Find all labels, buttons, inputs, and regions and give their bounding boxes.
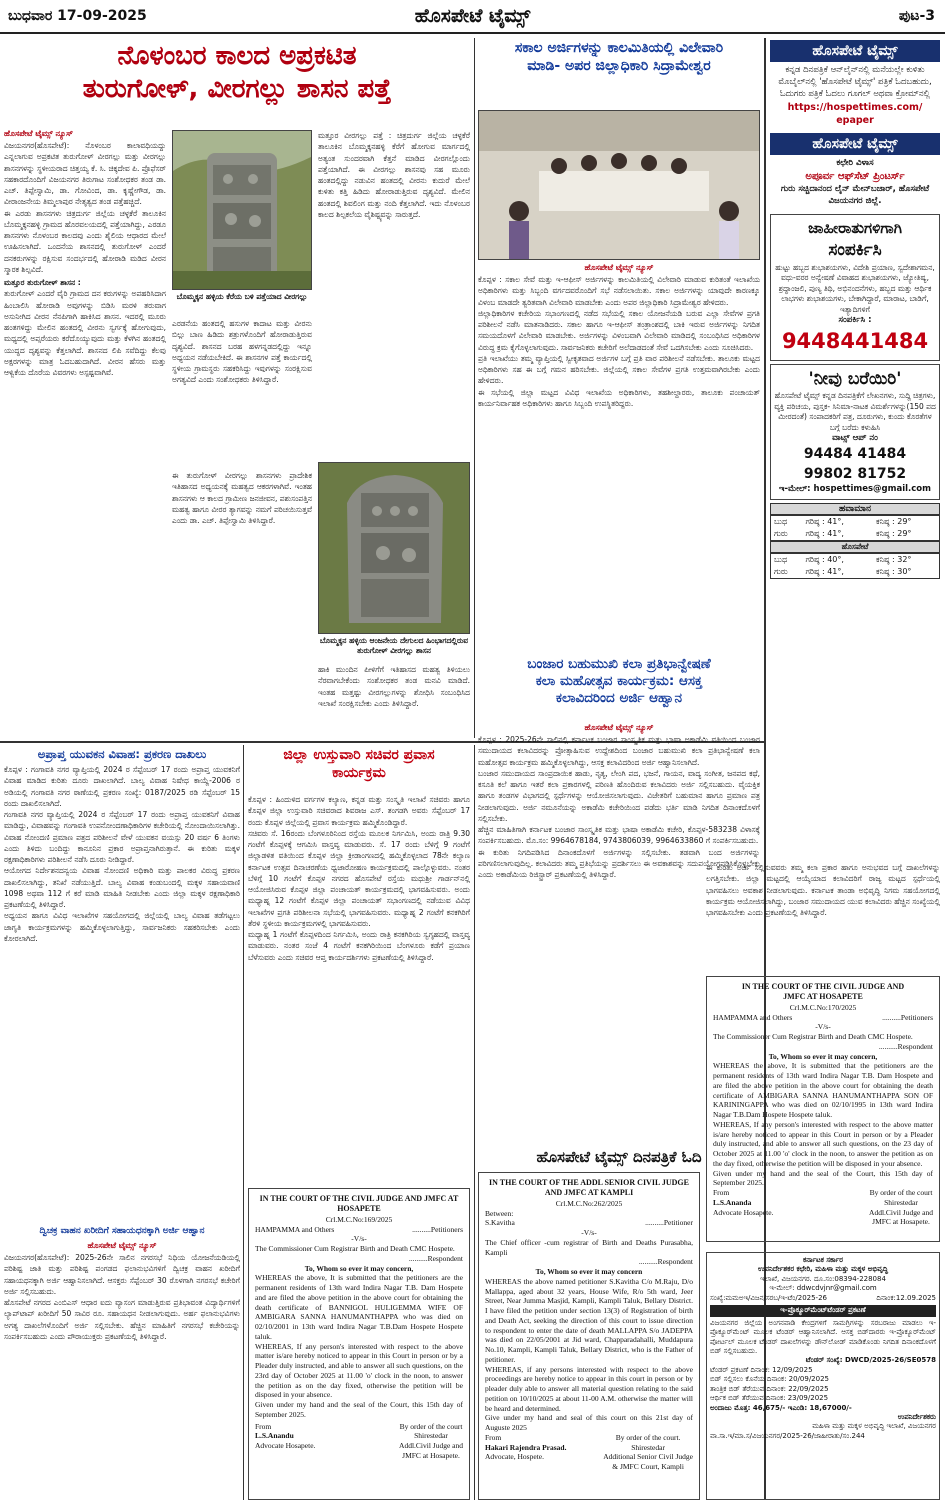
weather-box bbox=[770, 503, 940, 579]
tender-notice: ಕರ್ನಾಟಕ ಸರ್ಕಾರ ಉಪನಿರ್ದೇಶಕರ ಕಛೇರಿ, ಮಹಿಳಾ ಮತ್ತು ಮಕ್ಕಳ ಅಭಿವೃದ್ಧಿ ಇಲಾಖೆ, ವಿಜಯನಗರ. ದೂ.ಸಂ:08394-228084 ಇ-ಮೇಲ್: ddwcdvjnr@gmail.com ಸಂಖ್ಯೆ:ಮಮಅಇ/ವಿಜನ/ಸರಬ/ಇ-ಟೆಂ/2025-26 ದಿನಾಂಕ:12.09.2025 ಇ-ಪ್ರೊಕ್ಯೂರ್‌ಮೆಂಟ್‌ಟೆಂಡರ್ ಪ್ರಕಟಣೆ ವಿಜಯನಗರ ಜಿಲ್ಲೆಯ ಅಂಗನವಾಡಿ ಕೇಂದ್ರಗಳಿಗೆ ಸಾಮಗ್ರಿಗಳನ್ನು ಸರಬರಾಜು ಮಾಡಲು ಇ-ಪ್ರೊಕ್ಯೂರ್‌ಮೆಂಟ್ ಮೂಲಕ ಟೆಂಡರ್ ಆಹ್ವಾನಿಸಲಾಗಿದೆ. ಆಸಕ್ತ ಬಿಡ್‌ದಾರರು ಇ-ಪ್ರೊಕ್ಯೂರ್‌ಮೆಂಟ್ ಪೋರ್ಟಲ್ ಮೂಲಕ ಟೆಂಡರ್ ದಾಖಲೆಗಳನ್ನು ಡೌನ್‌ಲೋಡ್ ಮಾಡಿಕೊಂಡು ನಿಗದಿತ ದಿನಾಂಕದೊಳಗೆ ಬಿಡ್ ಸಲ್ಲಿಸಬಹುದು. ಟೆಂಡರ್ ಸಂಖ್ಯೆ: DWCD/2025-26/SE0578 ಟೆಂಡರ್ ಪ್ರಕಟಣೆ ದಿನಾಂಕ: 12/09/2025 ಬಿಡ್ ಸಲ್ಲಿಸಲು ಕೊನೆಯ ದಿನಾಂಕ: 20/09/2025 ತಾಂತ್ರಿಕ ಬಿಡ್ ತೆರೆಯುವ ದಿನಾಂಕ: 22/09/2025 ಆರ್ಥಿಕ ಬಿಡ್ ತೆರೆಯುವ ದಿನಾಂಕ: 23/09/2025 ಅಂದಾಜು ಮೊತ್ತ: 46,675/- ಇಎಂಡಿ: 18,67000/- ಉಪನಿರ್ದೇಶಕರು ಮಹಿಳಾ ಮತ್ತು ಮಕ್ಕಳ ಅಭಿವೃದ್ಧಿ ಇಲಾಖೆ, ವಿಜಯನಗರ ವಾ.ಸಾ.ಇ/ಮಾ.ಸ/ವಿಜಯನಗರ/2025-26/ಜಾಹೀರಾತು/ಸಂ.244 bbox=[706, 1252, 940, 1500]
weather-table-1: ಬುಧ ಗರಿಷ್ಠ : 41°, ಕನಿಷ್ಠ : 29° ಗುರು ಗರಿಷ್ಠ : 41°, ಕನಿಷ್ಠ : 29° bbox=[770, 515, 940, 541]
article-inscription-col2b: ಈ ತುರುಗೋಳ್ ವೀರಗಲ್ಲು ಶಾಸನಗಳು ಪ್ರಾದೇಶಿಕ ಇತಿಹಾಸದ ಅಧ್ಯಯನಕ್ಕೆ ಮಹತ್ವದ ಆಕರಗಳಾಗಿವೆ. ಇಂತಹ ಶಾಸನಗಳು ಆ ಕಾಲದ ಗ್ರಾಮೀಣ ಜನಜೀವನ, ಪಶುಸಂಪತ್ತಿನ ಮಹತ್ವ ಹಾಗೂ ವೀರರ ತ್ಯಾಗವನ್ನು ನಮಗೆ ಪರಿಚಯಿಸುತ್ತವೆ ಎಂದು ಡಾ. ಎಚ್. ತಿಪ್ಪೇಸ್ವಾಮಿ ತಿಳಿಸಿದ್ದಾರೆ. bbox=[172, 471, 312, 525]
article-headline: ನೊಳಂಬರ ಕಾಲದ ಅಪ್ರಕಟಿತ ತುರುಗೋಳ್, ವೀರಗಲ್ಲು ಶಾಸನ ಪತ್ತೆ bbox=[82, 41, 392, 104]
page-header bbox=[0, 0, 945, 34]
weather-city: ಹೊಸಪೇಟೆ bbox=[770, 541, 940, 553]
article-banjara-continued: ಈ ಕುರಿತು ಅರ್ಜಿ ಸಲ್ಲಿಸುವವರು ತಮ್ಮ ಕಲಾ ಪ್ರಕಾರ ಹಾಗೂ ಅನುಭವದ ಬಗ್ಗೆ ದಾಖಲೆಗಳನ್ನು ಲಗತ್ತಿಸಬೇಕು. ಜಿಲ್ಲಾ ಮಟ್ಟದಲ್ಲಿ ಆಯ್ಕೆಯಾದ ಕಲಾವಿದರಿಗೆ ರಾಜ್ಯ ಮಟ್ಟದ ಸ್ಪರ್ಧೆಯಲ್ಲಿ ಭಾಗವಹಿಸಲು ಅವಕಾಶ ನೀಡಲಾಗುವುದು. ಕರ್ನಾಟಕ ತಾಂಡಾ ಅಭಿವೃದ್ಧಿ ನಿಗಮ ಸಹಯೋಗದಲ್ಲಿ ಕಾರ್ಯಕ್ರಮ ಆಯೋಜಿಸಲಾಗಿದ್ದು, ಬಂಜಾರ ಸಮುದಾಯದ ಯುವ ಕಲಾವಿದರು ಹೆಚ್ಚಿನ ಸಂಖ್ಯೆಯಲ್ಲಿ ಭಾಗವಹಿಸಬೇಕು ಎಂದು ಪ್ರಕಟಣೆಯಲ್ಲಿ ತಿಳಿಸಿದ್ದಾರೆ. bbox=[706, 863, 940, 917]
article-lead: ವಿಜಯನಗರ(ಹೊಸಪೇಟೆ): ನೊಳಂಬರ ಕಾಲಾವಧಿಯದ್ದು ಎನ್ನಲಾಗುವ ಅಪ್ರಕಟಿತ ತುರುಗೋಳ್ ವೀರಗಲ್ಲು ಮತ್ತು ವೀರಗಲ್ಲು ಶಾಸನಗಳನ್ನು ಸ್ಥಳೀಯರಾದ ಚಿತ್ತಯ್ಯ ಕೆ. ಸಿ. ಚಿಕ್ಕದೇವ ಪಿ. ಪ್ರೊಫೆಸರ್ ಸಹಕಾರದೊಂದಿಗೆ ವಿಜಯನಗರ ತಿರುಗಾಟ ಸಂಶೋಧಕರ ತಂಡ ಡಾ. ಎಚ್. ತಿಪ್ಪೇಸ್ವಾಮಿ, ಡಾ. ಗೋವಿಂದ, ಡಾ. ಕೃಷ್ಣೇಗೌಡ, ಡಾ. ವೀರಾಂಜನೇಯ ತಿಮ್ಮಲಾಪುರ ನೇತೃತ್ವದ ತಂಡ ಪತ್ತೆಹಚ್ಚಿದೆ. bbox=[4, 141, 166, 207]
article-headline: ಜಿಲ್ಲಾ ಉಸ್ತುವಾರಿ ಸಚಿವರ ಪ್ರವಾಸ ಕಾರ್ಯಕ್ರಮ bbox=[283, 747, 435, 781]
promo-read-paper: ಹೊಸಪೇಟೆ ಟೈಮ್ಸ್ ದಿನಪತ್ರಿಕೆ ಓದಿ bbox=[536, 1148, 702, 1166]
byline: ಹೊಸಪೇಟೆ ಟೈಮ್ಸ್ ನ್ಯೂಸ್ bbox=[4, 129, 73, 138]
article-paragraph: ತುರುಗೋಳ್ ಎಂದರೆ ವೈರಿ ಗ್ರಾಮದ ದನ ಕರುಗಳನ್ನು ಅಪಹರಿಸಿದಾಗ ಹಿಂಬಾಲಿಸಿ ಹೋರಾಡಿ ಅವುಗಳನ್ನು ಬಿಡಿಸಿ ಮರಳಿ ತರುವಾಗ ಅಸುನೀಗಿದ ವೀರನ ನೆನಪಿಗಾಗಿ ಹಾಕಿಸಿದ ಶಾಸನ. ಇದರಲ್ಲಿ ಮೂರು ಹಂತಗಳಿದ್ದು ಮೇಲಿನ ಹಂತದಲ್ಲಿ ವೀರನು ಸ್ವರ್ಗಕ್ಕೆ ಹೋಗುವುದು, ಮಧ್ಯದಲ್ಲಿ ಅಪ್ಸರೆಯರು ಕರೆದೊಯ್ಯುವುದು ಮತ್ತು ಕೆಳಗಿನ ಹಂತದಲ್ಲಿ ಯುದ್ಧದ ದೃಶ್ಯವನ್ನು ಕೆತ್ತಲಾಗಿದೆ. ಶಾಸನದ ಲಿಪಿ ಸವೆದಿದ್ದು ಕೆಲವು ಅಕ್ಷರಗಳನ್ನು ಮಾತ್ರ ಓದಬಹುದಾಗಿದೆ. ವೀರನ ಹೆಸರು ಮತ್ತು ಆಳ್ವಿಕೆಯ ದೊರೆಯ ವಿವರಗಳು ಅಸ್ಪಷ್ಟವಾಗಿವೆ. bbox=[4, 289, 166, 377]
office-address: ಕಛೇರಿ ವಿಳಾಸ ಅಪೂರ್ವ ಆಫ್‌ಸೆಟ್ ಪ್ರಿಂಟರ್ಸ್ ಗುರು ಸಚ್ಚಿದಾನಂದ ಲೈನ್ ಮೇನ್‌ಬಜಾರ್, ಹೊಸಪೇಟೆ ವಿಜಯನಗರ ಜಿಲ್ಲೆ. bbox=[780, 158, 930, 207]
article-sakala bbox=[478, 40, 760, 75]
epaper-promo: ಕನ್ನಡ ದಿನಪತ್ರಿಕೆ ಆನ್‌ಲೈನ್‌ನಲ್ಲಿ ಮನೆಯಲ್ಲೇ ಕುಳಿತು ಮೊಬೈಲ್‌ನಲ್ಲಿ 'ಹೊಸಪೇಟೆ ಟೈಮ್ಸ್' ಪತ್ರಿಕೆ ಓದಬಹುದು, ಓದುಗರು ಪತ್ರಿಕೆ ಓದಲು ಗೂಗಲ್ ಅಥವಾ ಕ್ರೋಮ್‌ನಲ್ಲಿ https://hospettimes.com/ epaper bbox=[770, 62, 940, 130]
article-banjara bbox=[478, 656, 760, 707]
photo-caption: ಬೊಮ್ಮಕ್ಕನ ಹಳ್ಳಿಯ ಕೆರೆಯ ಬಳಿ ಪತ್ತೆಯಾದ ವೀರಗಲ್ಲು bbox=[176, 292, 308, 301]
sidebar bbox=[770, 40, 940, 579]
photo-hero-stone bbox=[172, 130, 312, 290]
photo-caption: ಬೊಮ್ಮಕ್ಕನ ಹಳ್ಳಿಯ ಆಂಜನೇಯ ದೇಗುಲದ ಹಿಂಭಾಗದಲ್ಲಿರುವ ತುರುಗೋಳ್ ವೀರಗಲ್ಲು ಶಾಸನ bbox=[319, 636, 469, 655]
article-subhead: ಮತ್ತೂರ ತುರುಗೋಳ್ ಶಾಸನ : bbox=[4, 278, 81, 287]
hero-stone-image bbox=[173, 131, 312, 290]
article-sakala-body: ಹೊಸಪೇಟೆ ಟೈಮ್ಸ್ ನ್ಯೂಸ್ ಕೊಪ್ಪಳ : ಸಕಾಲ ಸೇವೆ ಮತ್ತು ಇ-ಆಫೀಸ್ ಅರ್ಜಿಗಳನ್ನು ಕಾಲಮಿತಿಯಲ್ಲಿ ವಿಲೇವಾರಿ ಮಾಡುವ ಕುರಿತಂತೆ ಇಲಾಖೆಯ ಅಧಿಕಾರಿಗಳು ಮತ್ತು ಸಿಬ್ಬಂದಿ ವರ್ಗದವರೊಂದಿಗೆ ಸಭೆ ನಡೆಸಲಾಯಿತು. ಸಕಾಲ ಅರ್ಜಿಗಳನ್ನು ಯಾವುದೇ ಕಾರಣಕ್ಕೂ ವಿಳಂಬ ಮಾಡದೇ ತ್ವರಿತವಾಗಿ ವಿಲೇವಾರಿ ಮಾಡಬೇಕು ಎಂದು ಅಪರ ಜಿಲ್ಲಾಧಿಕಾರಿ ಸಿದ್ರಾಮೇಶ್ವರ ಹೇಳಿದರು. ಜಿಲ್ಲಾಧಿಕಾರಿಗಳ ಕಚೇರಿಯ ಸಭಾಂಗಣದಲ್ಲಿ ನಡೆದ ಸಭೆಯಲ್ಲಿ ಸಕಾಲ ಯೋಜನೆಯಡಿ ಬರುವ ಎಲ್ಲಾ ಸೇವೆಗಳ ಪ್ರಗತಿ ಪರಿಶೀಲನೆ ನಡೆಸಿ ಮಾತನಾಡಿದರು. ಸಕಾಲ ಹಾಗೂ ಇ-ಆಫೀಸ್ ತಂತ್ರಾಂಶದಲ್ಲಿ ಬಾಕಿ ಇರುವ ಅರ್ಜಿಗಳನ್ನು ನಿಗದಿತ ಸಮಯದೊಳಗೆ ವಿಲೇವಾರಿ ಮಾಡಬೇಕು. ಅರ್ಜಿಗಳನ್ನು ವಿಳಂಬವಾಗಿ ವಿಲೇವಾರಿ ಮಾಡಿದಲ್ಲಿ ಸಂಬಂಧಿಸಿದ ಅಧಿಕಾರಿಗಳ ವಿರುದ್ಧ ಕ್ರಮ ಕೈಗೊಳ್ಳಲಾಗುವುದು. ಸಾರ್ವಜನಿಕರು ಕಚೇರಿಗೆ ಅಲೆದಾಡದಂತೆ ಸೇವೆ ಒದಗಿಸಬೇಕು ಎಂದು ಸೂಚಿಸಿದರು. ಪ್ರತಿ ಇಲಾಖೆಯು ತಮ್ಮ ವ್ಯಾಪ್ತಿಯಲ್ಲಿ ಸ್ವೀಕೃತವಾದ ಅರ್ಜಿಗಳ ಬಗ್ಗೆ ಪ್ರತಿ ವಾರ ಪರಿಶೀಲನೆ ನಡೆಸಬೇಕು. ತಾಲೂಕು ಮಟ್ಟದ ಅಧಿಕಾರಿಗಳು ಸಹ ಈ ಬಗ್ಗೆ ಗಮನ ಹರಿಸಬೇಕು. ಜಿಲ್ಲೆಯಲ್ಲಿ ಸಕಾಲ ಸೇವೆಗಳ ಪ್ರಗತಿ ಉತ್ತಮವಾಗಿರಬೇಕು ಎಂದು ಹೇಳಿದರು. ಈ ಸಭೆಯಲ್ಲಿ ಜಿಲ್ಲಾ ಮಟ್ಟದ ವಿವಿಧ ಇಲಾಖೆಯ ಅಧಿಕಾರಿಗಳು, ತಹಶೀಲ್ದಾರರು, ತಾಲೂಕು ಪಂಚಾಯತ್ ಕಾರ್ಯನಿರ್ವಾಹಕ ಅಧಿಕಾರಿಗಳು ಹಾಗೂ ಸಿಬ್ಬಂದಿ ಉಪಸ್ಥಿತರಿದ್ದರು. bbox=[478, 263, 760, 408]
column-divider bbox=[474, 745, 475, 1500]
article-headline: ಸಕಾಲ ಅರ್ಜಿಗಳನ್ನು ಕಾಲಮಿತಿಯಲ್ಲಿ ವಿಲೇವಾರಿ ಮಾಡಿ- ಅಪರ ಜಿಲ್ಲಾಧಿಕಾರಿ ಸಿದ್ರಾಮೇಶ್ವರ bbox=[514, 40, 724, 74]
masthead: ಹೊಸಪೇಟೆ ಟೈಮ್ಸ್ bbox=[414, 5, 531, 27]
article-paragraph: ಈ ಎರಡು ಶಾಸನಗಳು ಚಿತ್ರದುರ್ಗ ಜಿಲ್ಲೆಯ ಚಳ್ಳಕೆರೆ ತಾಲೂಕಿನ ಬೊಮ್ಮಕ್ಕನಹಳ್ಳಿ ಗ್ರಾಮದ ಹೊರವಲಯದಲ್ಲಿ ಪತ್ತೆಯಾಗಿದ್ದು, ಎರಡೂ ಶಾಸನಗಳು ನೊಳಂಬರ ಕಾಲದವು ಎಂದು ಶೈಲಿಯ ಆಧಾರದ ಮೇಲೆ ಊಹಿಸಲಾಗಿದೆ. ಒಂದನೆಯ ಶಾಸನದಲ್ಲಿ ತುರುಗೋಳ್ ಎಂದರೆ ದನಕರುಗಳನ್ನು ರಕ್ಷಿಸುವ ಸಂದರ್ಭದಲ್ಲಿ ಹೋರಾಡಿ ಮಡಿದ ವೀರನ ಸ್ಮಾರಕ ಶಿಲ್ಪವಿದೆ. bbox=[4, 208, 166, 274]
meeting-image bbox=[479, 111, 760, 260]
article-two-wheeler-body: ಹೊಸಪೇಟೆ ಟೈಮ್ಸ್ ನ್ಯೂಸ್ ವಿಜಯನಗರ(ಹೊಸಪೇಟೆ): 2025-26ನೇ ಸಾಲಿನ ನಗರಸಭೆ ನಿಧಿಯ ಯೋಜನೆಯಡಿಯಲ್ಲಿ ಪರಿಶಿಷ್ಟ ಜಾತಿ ಮತ್ತು ಪರಿಶಿಷ್ಟ ಪಂಗಡದ ಫಲಾನುಭವಿಗಳಿಗೆ ದ್ವಿಚಕ್ರ ವಾಹನ ಖರೀದಿಗೆ ಸಹಾಯಧನಕ್ಕಾಗಿ ಅರ್ಜಿ ಆಹ್ವಾನಿಸಲಾಗಿದೆ. ಆಸಕ್ತರು ಸೆಪ್ಟೆಂಬರ್ 30 ರೊಳಗಾಗಿ ನಗರಸಭೆ ಕಚೇರಿಗೆ ಅರ್ಜಿ ಸಲ್ಲಿಸಬಹುದು. ಹೊಸಪೇಟೆ ನಗರದ ಎಂಬಿಎಸ್ ಆಧಾರ ಐದು ವ್ಯಾಸಂಗ ಮಾಡುತ್ತಿರುವ ಪ್ರತಿಭಾವಂತ ವಿದ್ಯಾರ್ಥಿಗಳಿಗೆ ಲ್ಯಾಪ್‌ಟಾಪ್ ಖರೀದಿಗೆ 50 ಸಾವಿರ ರೂ. ಸಹಾಯಧನ ನೀಡಲಾಗುವುದು. ಅರ್ಹ ಫಲಾನುಭವಿಗಳು ಅಗತ್ಯ ದಾಖಲೆಗಳೊಂದಿಗೆ ಅರ್ಜಿ ಸಲ್ಲಿಸಬೇಕು. ಹೆಚ್ಚಿನ ಮಾಹಿತಿಗೆ ನಗರಸಭೆ ಕಚೇರಿಯನ್ನು ಸಂಪರ್ಕಿಸಬಹುದು ಎಂದು ಪೌರಾಯುಕ್ತರು ಪ್ರಕಟಣೆಯಲ್ಲಿ ತಿಳಿಸಿದ್ದಾರೆ. bbox=[4, 1241, 240, 1341]
turugol-stone-image bbox=[319, 463, 470, 634]
photo-turugol-stone bbox=[318, 462, 470, 634]
photo-meeting bbox=[478, 110, 760, 260]
epaper-link[interactable]: https://hospettimes.com/ bbox=[787, 101, 923, 113]
article-two-wheeler bbox=[4, 1226, 240, 1237]
column-divider bbox=[474, 38, 475, 738]
article-minister-tour bbox=[248, 747, 470, 782]
page-number: ಪುಟ-3 bbox=[898, 8, 935, 24]
weather-table-2: ಬುಧ ಗರಿಷ್ಠ : 40°, ಕನಿಷ್ಠ : 32° ಗುರು ಗರಿಷ್ಠ : 41°, ಕನಿಷ್ಠ : 30° bbox=[770, 553, 940, 579]
ads-contact-box: ಜಾಹೀರಾತುಗಳಿಗಾಗಿ ಸಂಪರ್ಕಿಸಿ ಹುಟ್ಟು ಹಬ್ಬದ ಶುಭಾಶಯಗಳು, ವಿದೇಶಿ ಪ್ರಯಾಣ, ಸ್ವದೇಶಾಗಮನ, ವಧು-ವರರ ಅನ್ವೇಷಣೆ ವಿವಾಹದ ಶುಭಾಶಯಗಳು, ಜ್ಯೋತಿಷ್ಯ, ಶ್ರದ್ಧಾಂಜಲಿ, ಪುಣ್ಯ ತಿಥಿ, ಅಭಿನಂದನೆಗಳು, ಹಬ್ಬದ ಮತ್ತು ಆರ್ಥಿಕ ಲಾಭಗಳು ಶುಭಾಶಯಗಳು, ಬೇಕಾಗಿದ್ದಾರೆ, ಮಾರಾಟ, ಬಾಡಿಗೆ, ಇತ್ಯಾದಿಗಳಿಗೆ ಸಂಪರ್ಕಿಸಿ : 9448441484 bbox=[770, 214, 940, 361]
write-to-us-box: 'ನೀವು ಬರೆಯಿರಿ' ಹೊಸಪೇಟೆ ಟೈಮ್ಸ್ ಕನ್ನಡ ದಿನಪತ್ರಿಕೆಗೆ ಲೇಖನಗಳು, ಸುದ್ದಿ ಚಿತ್ರಗಳು, ವ್ಯಕ್ತಿ ಪರಿಚಯ, ಪುಸ್ತಕ- ಸಿನಿಮಾ-ನಾಟಕ ವಿಮರ್ಶೆಗಳನ್ನು(150 ಪದ ಮೀರದಂತೆ) ಸಂಪಾದಕರಿಗೆ ಪತ್ರ, ದೂರುಗಳು, ಕುಂದು ಕೊರತೆಗಳ ಬಗ್ಗೆ ಬರೆದು ಕಳುಹಿಸಿ ವಾಟ್ಸ್ ಆಪ್ ನಂ 94484 41484 99802 81752 ಇ-ಮೇಲ್: hospettimes@gmail.com bbox=[770, 364, 940, 501]
court-notice-262: IN THE COURT OF THE ADDL SENIOR CIVIL JUDGE AND JMFC AT KAMPLI Crl.M.C.No:262/2025 Between: S.Kavitha ..........Petitioner -V/s- The Chief officer -cum registrar of Birth and Deaths Purasabha, Kampli ..........Respondent To, Whom so ever it may concern WHEREAS the above named petitioner S.Kavitha C/o M.Raju, D/o Mallappa, aged about 32 years, House Wife, R/o 5th ward, Jeer Street, Near Jumma Masjid, Kampli, Kampli Taluk, Bellary District. I have filed the petition under section 13(3) of Registration of birth and Death Act, seeking the direction of this court to issue direction to respondent to enter the date of death MALLAPPA S/o JADEPPA was died on 22/05/2001 at Jid ward, Chapparadahalli, Muddapura No.10, Kampli, Kampli Taluk, Bellary District, who is the Father of petitioner. WHEREAS, if any persons interested with respect to the above proceedings are hereby notice to appear in this court in person or by pleader duly able to answer all material question relating to the said petition on 10/10/2025 at about 11-00 A.M. otherwise the matter will be heard and determined. Give under my hand and seal of this court on this 21st day of Auguste 2025 From Hakari Rajendra Prasad. Advocate, Hospete. By order of the court. Shirestedar Additional Senior Civil Judge & JMFC Court, Kampli bbox=[478, 1172, 700, 1500]
article-banjara-body: ಹೊಸಪೇಟೆ ಟೈಮ್ಸ್ ನ್ಯೂಸ್ ಕೊಪ್ಪಳ : 2025-26ನೇ ಸಾಲಿನಲ್ಲಿ ಕರ್ನಾಟಕ ಬಂಜಾರ ಸಾಂಸ್ಕೃತಿಕ ಮತ್ತು ಭಾಷಾ ಅಕಾಡೆಮಿ ವತಿಯಿಂದ ಬಂಜಾರ ಸಮುದಾಯದ ಕಲಾವಿದರನ್ನು ಪ್ರೋತ್ಸಾಹಿಸುವ ಉದ್ದೇಶದಿಂದ ಬಂಜಾರ ಬಹುಮುಖಿ ಕಲಾ ಪ್ರತಿಭಾನ್ವೇಷಣೆ ಕಲಾ ಮಹೋತ್ಸವ ಕಾರ್ಯಕ್ರಮ ಹಮ್ಮಿಕೊಳ್ಳಲಾಗಿದ್ದು, ಆಸಕ್ತ ಕಲಾವಿದರಿಂದ ಅರ್ಜಿ ಆಹ್ವಾನಿಸಲಾಗಿದೆ. ಬಂಜಾರ ಸಮುದಾಯದ ಸಾಂಪ್ರದಾಯಿಕ ಹಾಡು, ನೃತ್ಯ, ಲೇಂಗಿ ಪದ, ಭಜನೆ, ಗಾಯನ, ವಾದ್ಯ ಸಂಗೀತ, ಜನಪದ ಕಥೆ, ಕಸೂತಿ ಕಲೆ ಹಾಗೂ ಇತರೆ ಕಲಾ ಪ್ರಕಾರಗಳಲ್ಲಿ ಪರಿಣತಿ ಹೊಂದಿರುವ ಕಲಾವಿದರು ಅರ್ಜಿ ಸಲ್ಲಿಸಬಹುದು. ವೈಯಕ್ತಿಕ ಹಾಗೂ ತಂಡಗಳ ವಿಭಾಗದಲ್ಲಿ ಸ್ಪರ್ಧೆಗಳನ್ನು ಆಯೋಜಿಸಲಾಗುವುದು. ವಿಜೇತರಿಗೆ ಬಹುಮಾನ ಹಾಗೂ ಪ್ರಮಾಣ ಪತ್ರ ನೀಡಲಾಗುವುದು. ಅರ್ಜಿ ನಮೂನೆಯನ್ನು ಅಕಾಡೆಮಿ ಕಚೇರಿಯಿಂದ ಪಡೆದು ಭರ್ತಿ ಮಾಡಿ ನಿಗದಿತ ದಿನಾಂಕದೊಳಗೆ ಸಲ್ಲಿಸಬೇಕು. ಹೆಚ್ಚಿನ ಮಾಹಿತಿಗಾಗಿ ಕರ್ನಾಟಕ ಬಂಜಾರ ಸಾಂಸ್ಕೃತಿಕ ಮತ್ತು ಭಾಷಾ ಅಕಾಡೆಮಿ ಕಚೇರಿ, ಕೊಪ್ಪಳ-583238 ವಿಳಾಸಕ್ಕೆ ಸಂಪರ್ಕಿಸಬಹುದು. ಮೊ.ಸಂ: 9964678184, 9743806039, 9964633860 ಗೆ ಸಂಪರ್ಕಿಸಬಹುದು. ಈ ಕುರಿತು ನಿಗದಿಪಡಿಸಿದ ದಿನಾಂಕದೊಳಗೆ ಅರ್ಜಿಗಳನ್ನು ಸಲ್ಲಿಸಬೇಕು. ತಡವಾಗಿ ಬಂದ ಅರ್ಜಿಗಳನ್ನು ಪರಿಗಣಿಸಲಾಗುವುದಿಲ್ಲ. ಕಲಾವಿದರು ತಮ್ಮ ಪ್ರತಿಭೆಯನ್ನು ಪ್ರದರ್ಶಿಸಲು ಈ ಅವಕಾಶವನ್ನು ಸದುಪಯೋಗಪಡಿಸಿಕೊಳ್ಳಬೇಕು ಎಂದು ಅಕಾಡೆಮಿಯ ರಿಜಿಸ್ಟ್ರಾರ್ ಪ್ರಕಟಣೆಯಲ್ಲಿ ತಿಳಿಸಿದ್ದಾರೆ. bbox=[478, 723, 760, 879]
ads-phone[interactable]: 9448441484 bbox=[781, 329, 929, 354]
article-inscription-col1 bbox=[4, 128, 166, 740]
article-inscription-col3: ಮತ್ತೂರ ವೀರಗಲ್ಲು ಪತ್ತೆ : ಚಿತ್ರದುರ್ಗ ಜಿಲ್ಲೆಯ ಚಳ್ಳಕೆರೆ ತಾಲೂಕಿನ ಬೊಮ್ಮಕ್ಕನಹಳ್ಳಿ ಕೆರೆಗೆ ಹೋಗುವ ಮಾರ್ಗದಲ್ಲಿ ಅತ್ಯಂತ ಸುಂದರವಾಗಿ ಕೆತ್ತನೆ ಮಾಡಿದ ವೀರಗಲ್ಲೊಂದು ಪತ್ತೆಯಾಗಿದೆ. ಈ ವೀರಗಲ್ಲು ಶಾಸನವು ಸಹ ಮೂರು ಹಂತದಲ್ಲಿದ್ದು ನಡುವಿನ ಹಂತದಲ್ಲಿ ವೀರನು ಕುದುರೆ ಮೇಲೆ ಕುಳಿತು ಕತ್ತಿ ಹಿಡಿದು ಹೋರಾಡುತ್ತಿರುವ ದೃಶ್ಯವಿದೆ. ಮೇಲಿನ ಹಂತದಲ್ಲಿ ಶಿವಲಿಂಗ ಮತ್ತು ನಂದಿ ಕೆತ್ತಲಾಗಿದೆ. ಇದು ನೊಳಂಬರ ಕಾಲದ ಶಿಲ್ಪಕಲೆಯ ವೈಶಿಷ್ಟ್ಯವನ್ನು ಸಾರುತ್ತದೆ. bbox=[318, 131, 470, 219]
court-notice-170: IN THE COURT OF THE CIVIL JUDGE AND JMFC AT HOSAPETE Crl.M.C.No:170/2025 HAMPAMMA and Others ..........Petitioners -V/s- The Commissioner Cum Registrar Birth and Death CMC Hospete. ..........Respondent To, Whom so ever it may concern, WHEREAS the above, It is submitted that the petitioners are the permanent residents of 13th ward Indira Nagar T.B. Dam Hospete and are filed the above petition in the above court for obtaining the death certificate of AMBIGARA SANNA HANUMANTHAPPA SON OF KARININGAPPA who was died on 02/10/1995 in 13th ward Indira Nagar T.B.Dam Hospete Hospete taluk. WHEREAS, If any person's interested with respect to the above matter is/are hereby noticed to appear in this Court in person or by a Pleader duly instructed, and able to answer all such questions, on the 23 day of October 2025 at 11.00 'o' clock in the noon, to answer the petition as on the day fixed, otherwise the petition will be disposed in your absence. Given under my hand and the seal of the Court, this 15th day of September 2025. From L.S.Ananda Advocate Hosapete. By order of the court Shirestedar Addl.Civil Judge and JMFC at Hosapete. bbox=[706, 976, 940, 1242]
email-link[interactable]: ಇ-ಮೇಲ್: hospettimes@gmail.com bbox=[778, 484, 932, 495]
weather-title: ಹವಾಮಾನ bbox=[770, 503, 940, 515]
issue-date: ಬುಧವಾರ 17-09-2025 bbox=[8, 8, 147, 24]
article-minister-tour-body: ಕೊಪ್ಪಳ : ಹಿಂದುಳಿದ ವರ್ಗಗಳ ಕಲ್ಯಾಣ, ಕನ್ನಡ ಮತ್ತು ಸಂಸ್ಕೃತಿ ಇಲಾಖೆ ಸಚಿವರು ಹಾಗೂ ಕೊಪ್ಪಳ ಜಿಲ್ಲಾ ಉಸ್ತುವಾರಿ ಸಚಿವರಾದ ಶಿವರಾಜ ಎಸ್. ತಂಗಡಗಿ ಅವರು ಸೆಪ್ಟೆಂಬರ್ 17 ರಂದು ಕೊಪ್ಪಳ ಜಿಲ್ಲೆಯಲ್ಲಿ ಪ್ರವಾಸ ಕಾರ್ಯಕ್ರಮ ಹಮ್ಮಿಕೊಂಡಿದ್ದಾರೆ. ಸಚಿವರು ಸೆ. 16ರಂದು ಬೆಂಗಳೂರಿನಿಂದ ರಸ್ತೆಯ ಮೂಲಕ ನಿರ್ಗಮಿಸಿ, ಅಂದು ರಾತ್ರಿ 9.30 ಗಂಟೆಗೆ ಕೊಪ್ಪಳಕ್ಕೆ ಆಗಮಿಸಿ ವಾಸ್ತವ್ಯ ಮಾಡುವರು. ಸೆ. 17 ರಂದು ಬೆಳಿಗ್ಗೆ 9 ಗಂಟೆಗೆ ಜಿಲ್ಲಾಡಳಿತ ವತಿಯಿಂದ ಕೊಪ್ಪಳ ಜಿಲ್ಲಾ ಕ್ರೀಡಾಂಗಣದಲ್ಲಿ ಹಮ್ಮಿಕೊಳ್ಳಲಾದ 78ನೇ ಕಲ್ಯಾಣ ಕರ್ನಾಟಕ ಉತ್ಸವ ದಿನಾಚರಣೆಯ ಧ್ವಜಾರೋಹಣ ಕಾರ್ಯಕ್ರಮದಲ್ಲಿ ಪಾಲ್ಗೊಳ್ಳುವರು. ನಂತರ ಬೆಳಿಗ್ಗೆ 10 ಗಂಟೆಗೆ ಕೊಪ್ಪಳ ನಗರದ ಹೊಸಪೇಟೆ ರಸ್ತೆಯ ಮಧುಶ್ರೀ ಗಾರ್ಡನ್‌ನಲ್ಲಿ ಆಯೋಜಿಸಿರುವ ಕೊಪ್ಪಳ ಜಿಲ್ಲಾ ಪಂಚಾಯತ್ ಕಾರ್ಯಕ್ರಮದಲ್ಲಿ ಭಾಗವಹಿಸುವರು. ಅಂದು ಮಧ್ಯಾಹ್ನ 12 ಗಂಟೆಗೆ ಕೊಪ್ಪಳ ಜಿಲ್ಲಾ ಪಂಚಾಯತ್ ಸಭಾಂಗಣದಲ್ಲಿ ನಡೆಯುವ ವಿವಿಧ ಇಲಾಖೆಗಳ ಪ್ರಗತಿ ಪರಿಶೀಲನಾ ಸಭೆಯಲ್ಲಿ ಭಾಗವಹಿಸುವರು. ಮಧ್ಯಾಹ್ನ 2 ಗಂಟೆಗೆ ಕನಕಗಿರಿಗೆ ತೆರಳಿ ಸ್ಥಳೀಯ ಕಾರ್ಯಕ್ರಮಗಳಲ್ಲಿ ಭಾಗವಹಿಸುವರು. ಮಧ್ಯಾಹ್ನ 1 ಗಂಟೆಗೆ ಕೊಪ್ಪಳದಿಂದ ನಿರ್ಗಮಿಸಿ, ಅಂದು ರಾತ್ರಿ ಕನಕಗಿರಿಯ ಸ್ವಗೃಹದಲ್ಲಿ ವಾಸ್ತವ್ಯ ಮಾಡುವರು. ನಂತರ ಸಂಜೆ 4 ಗಂಟೆಗೆ ಕನಕಗಿರಿಯಿಂದ ಬೆಂಗಳೂರು ಕಡೆಗೆ ಪ್ರಯಾಣ ಬೆಳೆಸುವರು ಎಂದು ಸಚಿವರ ಆಪ್ತ ಕಾರ್ಯದರ್ಶಿಗಳು ಪ್ರಕಟಣೆಯಲ್ಲಿ ತಿಳಿಸಿದ್ದಾರೆ. bbox=[248, 795, 470, 962]
article-inscription-col3b: ಹಾಕಿ ಮುಂದಿನ ಪೀಳಿಗೆಗೆ ಇತಿಹಾಸದ ಮಹತ್ವ ತಿಳಿಯಲು ನೆರವಾಗಬೇಕೆಂದು ಸಂಶೋಧಕರ ತಂಡ ಮನವಿ ಮಾಡಿದೆ. ಇಂತಹ ಮತ್ತಷ್ಟು ವೀರಗಲ್ಲುಗಳನ್ನು ಶೋಧಿಸಿ ಸಂಬಂಧಿಸಿದ ಇಲಾಖೆ ಸಂರಕ್ಷಿಸಬೇಕು ಎಂದು ತಿಳಿಸಿದ್ದಾರೆ. bbox=[318, 665, 470, 708]
court-notice-169: IN THE COURT OF THE CIVIL JUDGE AND JMFC AT HOSAPETE Crl.M.C.No:169/2025 HAMPAMMA and Others ..........Petitioners -V/s- The Commissioner Cum Registrar Birth and Death CMC Hospete. ..........Respondent To, Whom so ever it may concern, WHEREAS the above, It is submitted that the petitioners are the permanent residents of 13th ward Indira Nagar T.B. Dam Hospete and are filed the above petition in the above court for obtaining the death certificate of BANNIGOL HULIGEMMA WIFE OF AMBIGARA SANNA HANUMANTHAPPA who was died on 02/10/2001 in 13th ward Indira Nagar T.B.Dam Hospete Hospete taluk. WHEREAS, If any person's interested with respect to the above matter is/are hereby noticed to appear in this Court in person or by a Pleader duly instructed, and able to answer all such questions, on the 23rd day of October 2025 at 11.00 'o' clock in the noon, to answer the petition as on the day fixed, otherwise the petition will be disposed in your absence. Given under my hand and the seal of the Court, this 15th day of September 2025. From L.S.Anandu Advocate Hosapete. By order of the court Shirestedar Addl.Civil Judge and JMFC at Hosapete. bbox=[248, 1188, 470, 1500]
article-child-marriage-body: ಕೊಪ್ಪಳ : ಗಂಗಾವತಿ ನಗರ ವ್ಯಾಪ್ತಿಯಲ್ಲಿ 2024 ರ ಸೆಪ್ಟೆಂಬರ್ 17 ರಂದು ಅಪ್ರಾಪ್ತ ಯುವಕನಿಗೆ ವಿವಾಹ ಮಾಡಿದ ಕುರಿತು ದೂರು ದಾಖಲಾಗಿದೆ. ಬಾಲ್ಯ ವಿವಾಹ ನಿಷೇಧ ಕಾಯ್ದೆ-2006 ರ ಅಡಿಯಲ್ಲಿ ಗಂಗಾವತಿ ನಗರ ಠಾಣೆಯಲ್ಲಿ ಪ್ರಕರಣ ಸಂಖ್ಯೆ: 0187/2025 ರಡಿ ಸೆಪ್ಟೆಂಬರ್ 15 ರಂದು ದಾಖಲಿಸಲಾಗಿದೆ. ಗಂಗಾವತಿ ನಗರ ವ್ಯಾಪ್ತಿಯಲ್ಲಿ 2024 ರ ಸೆಪ್ಟೆಂಬರ್ 17 ರಂದು ಅಪ್ರಾಪ್ತ ಯುವಕನಿಗೆ ವಿವಾಹ ಮಾಡಿದ್ದು, ವಿವಾಹವನ್ನು ಗಂಗಾವತಿ ಉಪನೋಂದಣಾಧಿಕಾರಿಗಳ ಕಚೇರಿಯಲ್ಲಿ ನೋಂದಾಯಿಸಲಾಗಿತ್ತು. ವಿವಾಹ ನೋಂದಣಿ ಪ್ರಮಾಣ ಪತ್ರದ ಪರಿಶೀಲನೆ ವೇಳೆ ಯುವಕನ ವಯಸ್ಸು 20 ವರ್ಷ 6 ತಿಂಗಳು ಎಂದು ತಿಳಿದು ಬಂದಿದ್ದು ಕಾನೂನಿನ ಪ್ರಕಾರ ಅಪ್ರಾಪ್ತನಾಗಿರುತ್ತಾನೆ. ಈ ಕುರಿತು ಮಕ್ಕಳ ರಕ್ಷಣಾಧಿಕಾರಿಗಳು ಪರಿಶೀಲನೆ ನಡೆಸಿ ದೂರು ನೀಡಿದ್ದಾರೆ. ಆಯೋಗದ ನಿರ್ದೇಶನದನ್ವಯ ವಿವಾಹ ನೋಂದಣಿ ಅಧಿಕಾರಿ ಮತ್ತು ಪಾಲಕರ ವಿರುದ್ಧ ಪ್ರಕರಣ ದಾಖಲಿಸಲಾಗಿದ್ದು, ತನಿಖೆ ನಡೆಯುತ್ತಿದೆ. ಬಾಲ್ಯ ವಿವಾಹ ಕಂಡುಬಂದಲ್ಲಿ ಮಕ್ಕಳ ಸಹಾಯವಾಣಿ 1098 ಅಥವಾ 112 ಗೆ ಕರೆ ಮಾಡಿ ಮಾಹಿತಿ ನೀಡಬೇಕು ಎಂದು ಜಿಲ್ಲಾ ಮಕ್ಕಳ ರಕ್ಷಣಾಧಿಕಾರಿ ಪ್ರಕಟಣೆಯಲ್ಲಿ ತಿಳಿಸಿದ್ದಾರೆ. ಅಧ್ಯಯನ ಹಾಗೂ ವಿವಿಧ ಇಲಾಖೆಗಳ ಸಹಯೋಗದಲ್ಲಿ ಜಿಲ್ಲೆಯಲ್ಲಿ ಬಾಲ್ಯ ವಿವಾಹ ತಡೆಗಟ್ಟಲು ಜಾಗೃತಿ ಕಾರ್ಯಕ್ರಮಗಳನ್ನು ಹಮ್ಮಿಕೊಳ್ಳಲಾಗುತ್ತಿದ್ದು, ಸಾರ್ವಜನಿಕರು ಸಹಕರಿಸಬೇಕು ಎಂದು ಕೋರಲಾಗಿದೆ. bbox=[4, 765, 240, 943]
article-child-marriage bbox=[4, 747, 240, 761]
article-headline: ದ್ವಿಚಕ್ರ ವಾಹನ ಖರೀದಿಗೆ ಸಹಾಯಧನಕ್ಕಾಗಿ ಅರ್ಜಿ ಆಹ್ವಾನ bbox=[39, 1226, 205, 1236]
article-headline: ಅಪ್ರಾಪ್ತ ಯುವಕನ ವಿವಾಹ: ಪ್ರಕರಣ ದಾಖಲು bbox=[37, 747, 207, 761]
brand-banner: ಹೊಸಪೇಟೆ ಟೈಮ್ಸ್ bbox=[770, 133, 940, 155]
brand-banner: ಹೊಸಪೇಟೆ ಟೈಮ್ಸ್ bbox=[770, 40, 940, 62]
column-divider bbox=[243, 745, 244, 1500]
article-inscription bbox=[4, 40, 470, 105]
article-inscription-col2: ಎರಡನೆಯ ಹಂತದಲ್ಲಿ ಹಸುಗಳ ಕಾದಾಟ ಮತ್ತು ವೀರನು ಬಿಲ್ಲು ಬಾಣ ಹಿಡಿದು ಶತ್ರುಗಳೊಂದಿಗೆ ಹೋರಾಡುತ್ತಿರುವ ದೃಶ್ಯವಿದೆ. ಶಾಸನದ ಬರಹ ಹಳಗನ್ನಡದಲ್ಲಿದ್ದು ಇನ್ನೂ ಅಧ್ಯಯನ ನಡೆಯಬೇಕಿದೆ. ಈ ಶಾಸನಗಳ ಪತ್ತೆ ಕಾರ್ಯದಲ್ಲಿ ಸ್ಥಳೀಯ ಗ್ರಾಮಸ್ಥರು ಸಹಕರಿಸಿದ್ದು ಇವುಗಳನ್ನು ಸಂರಕ್ಷಿಸುವ ಅಗತ್ಯವಿದೆ ಎಂದು ಸಂಶೋಧಕರು ತಿಳಿಸಿದ್ದಾರೆ. bbox=[172, 319, 312, 385]
article-headline: ಬಂಜಾರ ಬಹುಮುಖಿ ಕಲಾ ಪ್ರತಿಭಾನ್ವೇಷಣೆ ಕಲಾ ಮಹೋತ್ಸವ ಕಾರ್ಯಕ್ರಮ: ಆಸಕ್ತ ಕಲಾವಿದರಿಂದ ಅರ್ಜಿ ಆಹ್ವಾನ bbox=[478, 656, 760, 707]
